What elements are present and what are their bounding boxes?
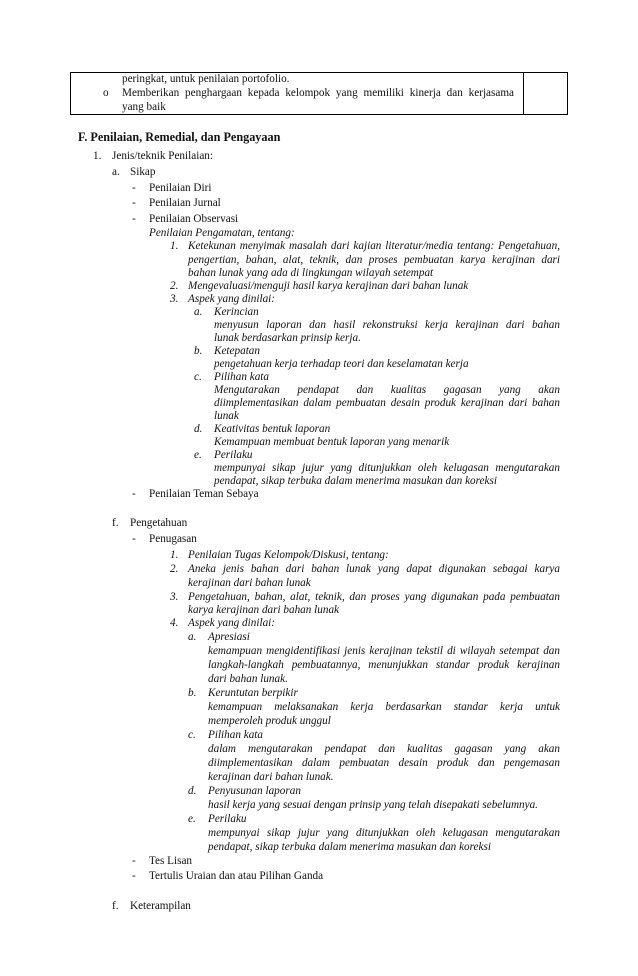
list-text: karya kerajinan dari bahan lunak — [188, 604, 340, 616]
aspect-letter: a. — [194, 306, 203, 318]
list-number: 2. — [170, 280, 179, 292]
list-letter: f. — [112, 517, 119, 529]
list-number: 1. — [93, 150, 102, 162]
aspect-letter: b. — [188, 687, 197, 699]
table-row-text: yang baik — [122, 101, 166, 113]
aspect-text: lunak — [214, 410, 239, 422]
aspect-text: kemampuan mengidentifikasi jenis kerajinan tekstil di wilayah setempat dan — [208, 645, 560, 657]
aspect-text: dalam mengutarakan pendapat dan kualitas gagasan yang akan — [208, 743, 560, 755]
list-text: Mengevaluasi/menguji hasil karya kerajinan dari bahan lunak — [188, 280, 469, 292]
table-row-text: peringkat, untuk penilaian portofolio. — [122, 73, 290, 85]
dash: - — [132, 855, 136, 867]
aspect-text: Mengutarakan pendapat dan kualitas gagasan yang akan — [214, 384, 560, 396]
aspect-title: Pilihan kata — [208, 729, 263, 741]
list-letter: f. — [112, 900, 119, 912]
list-text: Aneka jenis bahan dari bahan lunak yang dapat digunakan sebagai karya — [188, 563, 560, 575]
aspect-letter: b. — [194, 345, 203, 357]
aspect-title: Pilihan kata — [214, 371, 269, 383]
list-number: 4. — [170, 617, 179, 629]
aspect-text: pengetahuan kerja terhadap teori dan keselamatan kerja — [214, 358, 469, 370]
aspect-text: mempunyai sikap jujur yang ditunjukkan oleh kelugasan mengutarakan — [208, 827, 560, 839]
list-number: 1. — [170, 240, 179, 252]
aspect-title: Perilaku — [208, 813, 247, 825]
list-text: Penilaian Tugas Kelompok/Diskusi, tentang: — [188, 549, 389, 561]
dash: - — [132, 213, 136, 225]
aspect-text: diimplementasikan dalam pembuatan desain produk dan pengemasan — [208, 757, 560, 769]
aspect-title: Penyusunan laporan — [208, 785, 301, 797]
aspect-text: diimplementasikan dalam pembuatan desain produk kerajinan dari bahan — [214, 397, 560, 409]
aspect-title: Perilaku — [214, 449, 253, 461]
list-item: Penilaian Jurnal — [149, 197, 221, 209]
aspect-text: langkah-langkah pembuatannya, menunjukkan standar produk kerajinan — [208, 659, 560, 671]
list-text: bahan lunak yang ada di lingkungan wilayah setempat — [188, 267, 434, 279]
list-item: Tes Lisan — [149, 855, 193, 867]
aspect-text: memperoleh produk unggul — [208, 715, 331, 727]
list-text: Aspek yang dinilai: — [188, 617, 275, 629]
aspect-text: pendapat, sikap terbuka dalam menerima masukan dan koreksi — [214, 475, 497, 487]
list-text: Aspek yang dinilai: — [188, 293, 275, 305]
aspect-letter: a. — [188, 631, 197, 643]
list-label: Keterampilan — [130, 900, 191, 912]
list-text: Ketekunan menyimak masalah dari kajian literatur/media tentang: Pengetahuan, — [188, 240, 560, 252]
aspect-text: mempunyai sikap jujur yang ditunjukkan oleh kelugasan mengutarakan — [214, 462, 560, 474]
list-label: Sikap — [130, 166, 156, 178]
aspect-letter: c. — [188, 729, 196, 741]
aspect-title: Keruntutan berpikir — [208, 687, 298, 699]
aspect-text: menyusun laporan dan hasil rekonstruksi kerja kerajinan dari bahan — [214, 319, 560, 331]
dash: - — [132, 533, 136, 545]
aspect-text: hasil kerja yang sesuai dengan prinsip yang telah disepakati sebelumnya. — [208, 799, 538, 811]
list-label: Pengetahuan — [130, 517, 188, 529]
aspect-letter: d. — [188, 785, 197, 797]
list-item: Penilaian Observasi — [149, 213, 239, 225]
list-item: Penugasan — [149, 533, 197, 545]
list-number: 1. — [170, 549, 179, 561]
list-item: Penilaian Teman Sebaya — [149, 488, 259, 500]
subheading: Penilaian Pengamatan, tentang: — [149, 227, 295, 239]
aspect-letter: c. — [194, 371, 202, 383]
aspect-letter: e. — [188, 813, 196, 825]
list-text: Pengetahuan, bahan, alat, teknik, dan proses yang digunakan pada pembuatan — [188, 591, 560, 603]
list-letter: a. — [112, 166, 120, 178]
aspect-title: Ketepatan — [214, 345, 260, 357]
aspect-title: Keativitas bentuk laporan — [214, 423, 331, 435]
aspect-title: Kerincian — [214, 306, 259, 318]
aspect-text: Kemampuan membuat bentuk laporan yang menarik — [214, 436, 450, 448]
aspect-text: dari bahan lunak. — [208, 673, 288, 685]
aspect-letter: e. — [194, 449, 202, 461]
section-title: F. Penilaian, Remedial, dan Pengayaan — [78, 130, 281, 144]
dash: - — [132, 182, 136, 194]
list-number: 3. — [170, 293, 179, 305]
aspect-letter: d. — [194, 423, 203, 435]
table-column-divider — [523, 73, 524, 114]
list-item: Tertulis Uraian dan atau Pilihan Ganda — [149, 870, 324, 882]
aspect-text: kerajinan dari bahan lunak. — [208, 771, 334, 783]
dash: - — [132, 197, 136, 209]
list-text: kerajinan dari bahan lunak — [188, 577, 311, 589]
list-number: 2. — [170, 563, 179, 575]
dash: - — [132, 488, 136, 500]
aspect-title: Apresiasi — [208, 631, 250, 643]
list-number: 3. — [170, 591, 179, 603]
list-label: Jenis/teknik Penilaian: — [112, 150, 213, 162]
table-row-text: Memberikan penghargaan kepada kelompok yang memiliki kinerja dan kerjasama — [122, 87, 514, 99]
aspect-text: lunak berdasarkan prinsip kerja. — [214, 332, 361, 344]
list-text: pengertian, bahan, alat, teknik, dan proses pembuatan karya kerajinan dari — [188, 254, 560, 266]
list-item: Penilaian Diri — [149, 182, 212, 194]
aspect-text: kemampuan melaksanakan kerja berdasarkan standar kerja untuk — [208, 701, 560, 713]
table-bullet: o — [103, 87, 109, 99]
dash: - — [132, 870, 136, 882]
aspect-text: pendapat, sikap terbuka dalam menerima masukan dan koreksi — [208, 841, 491, 853]
